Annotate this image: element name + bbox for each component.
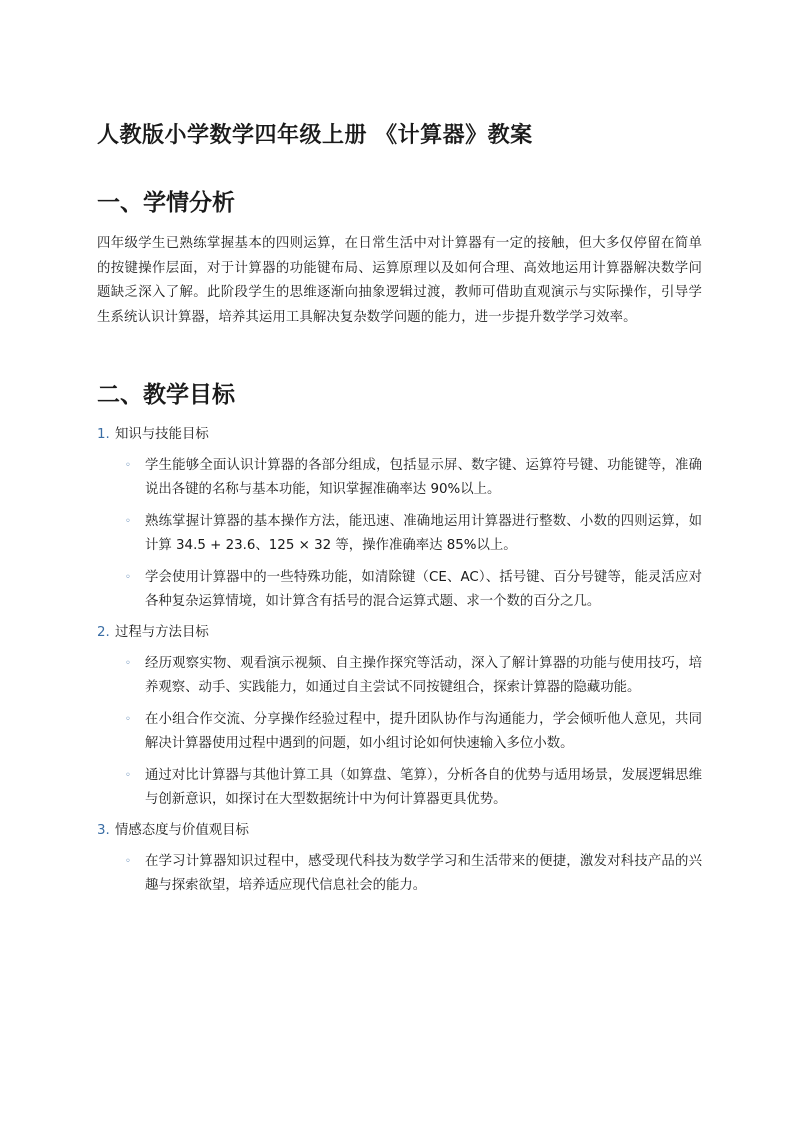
- objective-items: [97, 850, 702, 898]
- analysis-paragraph: 四年级学生已熟练掌握基本的四则运算，在日常生活中对计算器有一定的接触，但大多仅停留在简单的按键操作层面，对于计算器的功能键布局、运算原理以及如何合理、高效地运用计算器解决数学问题缺乏深入了解。此阶段学生的思维逐渐向抽象逻辑过渡，教师可借助直观演示与实际操作，引导学生系统认识计算器，培养其运用工具解决复杂数学问题的能力，进一步提升数学学习效率。: [97, 236, 702, 325]
- objective-group: [97, 622, 702, 812]
- document-title: 人教版小学数学四年级上册 《计算器》教案: [97, 123, 533, 148]
- hollow-bullet-icon: ◦: [125, 770, 131, 781]
- list-item-text: 学会使用计算器中的一些特殊功能，如清除键（CE、AC）、括号键、百分号键等，能灵活应对各种复杂运算情境，如计算含有括号的混合运算式题、求一个数的百分之几。: [145, 570, 702, 609]
- list-item: [97, 708, 702, 756]
- objective-group-title: [97, 820, 702, 842]
- list-item: [97, 566, 702, 614]
- list-item-text: 熟练掌握计算器的基本操作方法，能迅速、准确地运用计算器进行整数、小数的四则运算，如计算 34.5 + 23.6、125 × 32 等，操作准确率达 85%以上。: [145, 514, 702, 553]
- objective-group-label: 情感态度与价值观目标: [115, 823, 249, 838]
- objective-group: [97, 424, 702, 614]
- list-item-text: 学生能够全面认识计算器的各部分组成，包括显示屏、数字键、运算符号键、功能键等，准确说出各键的名称与基本功能，知识掌握准确率达 90%以上。: [145, 458, 702, 497]
- section-heading-analysis: 一、学情分析: [97, 190, 235, 216]
- hollow-bullet-icon: ◦: [125, 460, 131, 471]
- objective-group-title: [97, 424, 702, 446]
- objective-group-label: 过程与方法目标: [115, 625, 209, 640]
- hollow-bullet-icon: ◦: [125, 516, 131, 527]
- hollow-bullet-icon: ◦: [125, 856, 131, 867]
- objective-items: [97, 652, 702, 812]
- objective-group-title: [97, 622, 702, 644]
- list-item: [97, 652, 702, 700]
- objective-group-label: 知识与技能目标: [115, 427, 209, 442]
- section-heading-objectives: 二、教学目标: [97, 382, 235, 408]
- list-item: [97, 510, 702, 558]
- list-item-text: 在学习计算器知识过程中，感受现代科技为数学学习和生活带来的便捷，激发对科技产品的兴趣与探索欲望，培养适应现代信息社会的能力。: [145, 854, 702, 893]
- list-number: 3.: [97, 823, 110, 838]
- list-item: [97, 764, 702, 812]
- objective-group: [97, 820, 702, 898]
- list-item-text: 经历观察实物、观看演示视频、自主操作探究等活动，深入了解计算器的功能与使用技巧，培养观察、动手、实践能力，如通过自主尝试不同按键组合，探索计算器的隐藏功能。: [145, 656, 702, 695]
- objectives-list: [97, 424, 702, 906]
- list-item: [97, 454, 702, 502]
- list-item-text: 通过对比计算器与其他计算工具（如算盘、笔算），分析各自的优势与适用场景，发展逻辑思维与创新意识，如探讨在大型数据统计中为何计算器更具优势。: [145, 768, 702, 807]
- list-item: [97, 850, 702, 898]
- objective-items: [97, 454, 702, 614]
- list-item-text: 在小组合作交流、分享操作经验过程中，提升团队协作与沟通能力，学会倾听他人意见，共同解决计算器使用过程中遇到的问题，如小组讨论如何快速输入多位小数。: [145, 712, 702, 751]
- hollow-bullet-icon: ◦: [125, 714, 131, 725]
- list-number: 2.: [97, 625, 110, 640]
- hollow-bullet-icon: ◦: [125, 572, 131, 583]
- hollow-bullet-icon: ◦: [125, 658, 131, 669]
- list-number: 1.: [97, 427, 110, 442]
